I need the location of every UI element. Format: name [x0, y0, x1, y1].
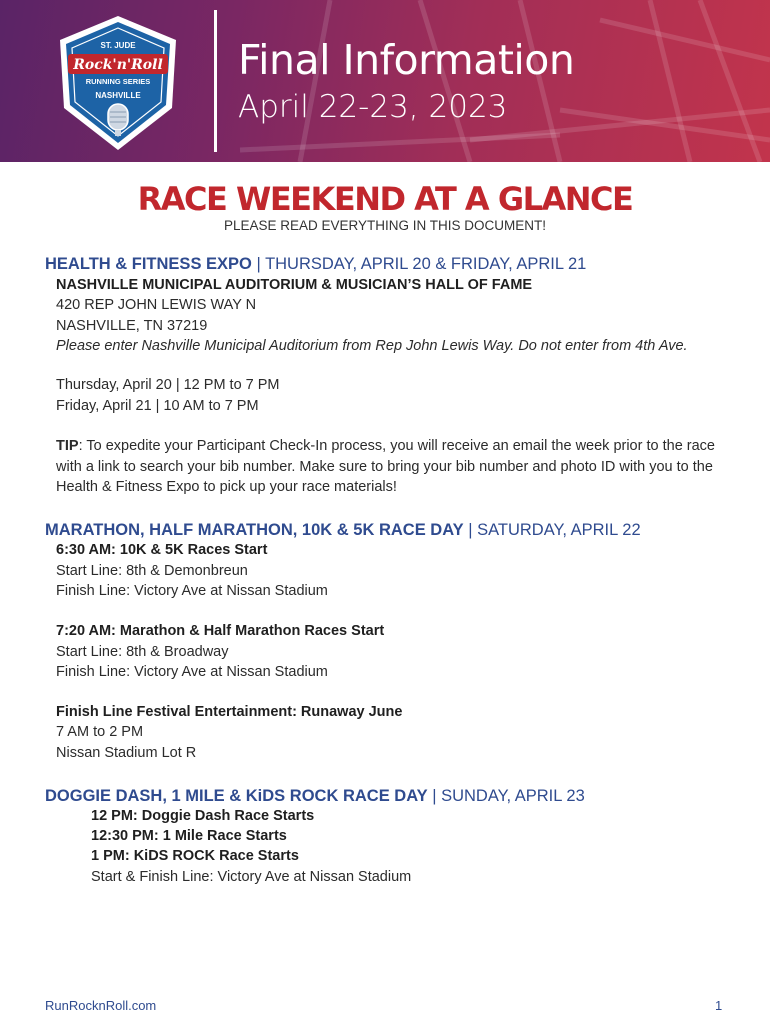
- footer-website-link[interactable]: RunRocknRoll.com: [45, 998, 157, 1013]
- logo-city-text: NASHVILLE: [95, 91, 141, 100]
- main-subheading: PLEASE READ EVERYTHING IN THIS DOCUMENT!: [223, 218, 547, 233]
- sunday-start-finish-line: Start & Finish Line: Victory Ave at Nissan Stadium: [91, 869, 412, 885]
- expo-section-heading: [45, 256, 586, 273]
- tip-text: : To expedite your Participant Check-In process, you will receive an email the week prior to the race with a link to search your bib number. Make sure to bring your bib number and photo ID with you to the Health & Fitness Expo to pick up your race materials!: [56, 438, 715, 495]
- page-title: Final Information: [238, 36, 575, 84]
- header-banner: [0, 0, 770, 162]
- sunday-section-heading: [45, 788, 585, 805]
- logo-top-text: ST. JUDE: [100, 41, 136, 50]
- main-heading: RACE WEEKEND AT A GLANCE: [137, 180, 633, 218]
- expo-separator: |: [251, 255, 266, 273]
- tip-label: TIP: [56, 438, 79, 454]
- expo-hours-friday: Friday, April 21 | 10 AM to 7 PM: [56, 398, 259, 414]
- sunday-date: SUNDAY, APRIL 23: [441, 787, 585, 805]
- event-date: April 22-23, 2023: [238, 89, 508, 125]
- logo-series-text: RUNNING SERIES: [85, 77, 151, 86]
- sunday-separator: |: [427, 787, 442, 805]
- raceday-date: SATURDAY, APRIL 22: [477, 521, 641, 539]
- raceday-title: MARATHON, HALF MARATHON, 10K & 5K RACE DAY: [45, 521, 464, 539]
- expo-tip-paragraph: [56, 436, 736, 498]
- expo-entry-note: Please enter Nashville Municipal Auditorium from Rep John Lewis Way. Do not enter from 4th Ave.: [56, 338, 688, 354]
- raceday-finish-line-marathon: Finish Line: Victory Ave at Nissan Stadium: [56, 664, 328, 680]
- sunday-title: DOGGIE DASH, 1 MILE & KiDS ROCK RACE DAY: [45, 787, 428, 805]
- festival-location: Nissan Stadium Lot R: [56, 745, 197, 761]
- expo-title: HEALTH & FITNESS EXPO: [45, 255, 252, 273]
- raceday-separator: |: [463, 521, 478, 539]
- rock-n-roll-nashville-logo: [52, 12, 184, 154]
- page-number: 1: [715, 998, 723, 1013]
- raceday-section-heading: [45, 522, 641, 539]
- raceday-start-line-10k-5k: Start Line: 8th & Demonbreun: [56, 563, 248, 579]
- expo-hours-thursday: Thursday, April 20 | 12 PM to 7 PM: [56, 377, 280, 393]
- expo-date: THURSDAY, APRIL 20 & FRIDAY, APRIL 21: [265, 255, 587, 273]
- logo-brand-text: Rock'n'Roll: [73, 57, 163, 73]
- raceday-finish-line-10k-5k: Finish Line: Victory Ave at Nissan Stadium: [56, 583, 328, 599]
- raceday-start-marathon: 7:20 AM: Marathon & Half Marathon Races Start: [56, 623, 385, 639]
- festival-time: 7 AM to 2 PM: [56, 724, 144, 740]
- doggie-dash-start: 12 PM: Doggie Dash Race Starts: [91, 808, 315, 824]
- expo-address-line2: NASHVILLE, TN 37219: [56, 318, 208, 334]
- expo-address-line1: 420 REP JOHN LEWIS WAY N: [56, 297, 257, 313]
- raceday-start-10k-5k: 6:30 AM: 10K & 5K Races Start: [56, 542, 268, 558]
- kids-rock-start: 1 PM: KiDS ROCK Race Starts: [91, 848, 299, 864]
- one-mile-start: 12:30 PM: 1 Mile Race Starts: [91, 828, 287, 844]
- header-divider: [214, 10, 217, 152]
- festival-entertainment: Finish Line Festival Entertainment: Runaway June: [56, 704, 403, 720]
- expo-venue: NASHVILLE MUNICIPAL AUDITORIUM & MUSICIAN’S HALL OF FAME: [56, 277, 533, 293]
- raceday-start-line-marathon: Start Line: 8th & Broadway: [56, 644, 229, 660]
